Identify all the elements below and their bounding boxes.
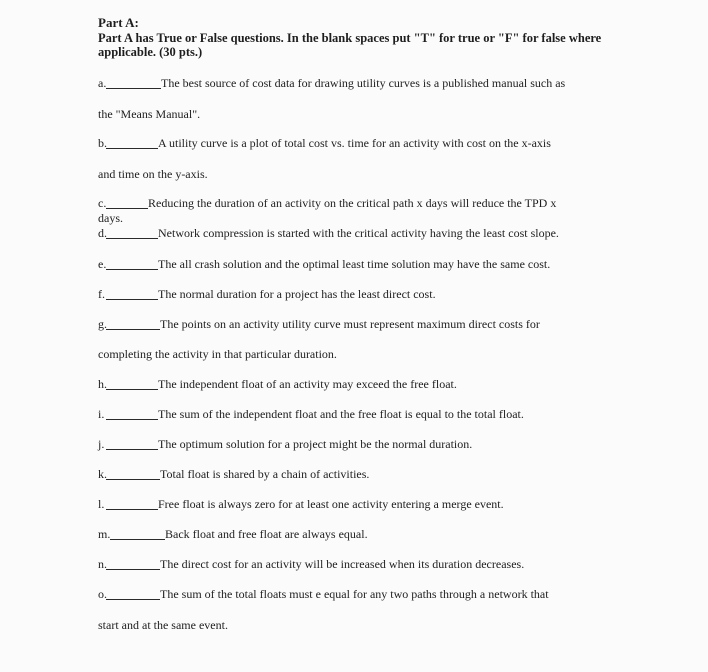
answer-blank[interactable] — [106, 299, 158, 300]
question-letter: l. — [98, 497, 105, 511]
part-title: Part A: — [98, 15, 139, 30]
question-letter: e. — [98, 257, 107, 271]
answer-blank[interactable] — [110, 539, 165, 540]
question-text: The direct cost for an activity will be increased when its duration decreases. — [160, 557, 525, 571]
question-letter: g. — [98, 317, 107, 331]
question-g-continuation: completing the activity in that particular duration. — [98, 347, 337, 361]
answer-blank[interactable] — [106, 329, 160, 330]
question-letter: d. — [98, 226, 107, 240]
question-b-continuation: and time on the y-axis. — [98, 167, 208, 181]
answer-blank[interactable] — [106, 479, 160, 480]
answer-blank[interactable] — [106, 269, 158, 270]
question-letter: c. — [98, 196, 107, 210]
question-text: The best source of cost data for drawing utility curves is a published manual such as — [161, 76, 566, 90]
question-text: The independent float of an activity may exceed the free float. — [158, 377, 457, 391]
question-text: The points on an activity utility curve must represent maximum direct costs for — [160, 317, 540, 331]
answer-blank[interactable] — [106, 569, 160, 570]
question-text: Total float is shared by a chain of activities. — [160, 467, 370, 481]
question-a-continuation: the "Means Manual". — [98, 107, 201, 121]
question-letter: k. — [98, 467, 107, 481]
question-text: Reducing the duration of an activity on the critical path x days will reduce the TPD x — [148, 196, 557, 210]
answer-blank[interactable] — [106, 509, 158, 510]
question-letter: i. — [98, 407, 105, 421]
question-letter: a. — [98, 76, 107, 90]
answer-blank[interactable] — [106, 389, 158, 390]
question-text: The sum of the independent float and the free float is equal to the total float. — [158, 407, 524, 421]
question-letter: j. — [98, 437, 105, 451]
question-text: Free float is always zero for at least one activity entering a merge event. — [158, 497, 504, 511]
answer-blank[interactable] — [106, 419, 158, 420]
question-letter: m. — [98, 527, 111, 541]
part-a-header — [98, 16, 658, 60]
question-c-continuation: days. — [98, 211, 123, 225]
question-letter: b. — [98, 136, 107, 150]
answer-blank[interactable] — [106, 449, 158, 450]
question-letter: f. — [98, 287, 105, 301]
question-letter: n. — [98, 557, 107, 571]
answer-blank[interactable] — [106, 238, 158, 239]
answer-blank[interactable] — [106, 599, 160, 600]
question-text: A utility curve is a plot of total cost vs. time for an activity with cost on the x-axis — [158, 136, 551, 150]
question-o-continuation: start and at the same event. — [98, 618, 228, 632]
answer-blank[interactable] — [106, 208, 148, 209]
question-text: The normal duration for a project has the least direct cost. — [158, 287, 436, 301]
question-text: The optimum solution for a project might be the normal duration. — [158, 437, 473, 451]
instructions: Part A has True or False questions. In the blank spaces put "T" for true or "F" for false where applicable. (30 pts.) — [98, 30, 602, 59]
question-letter: h. — [98, 377, 107, 391]
question-text: The all crash solution and the optimal least time solution may have the same cost. — [158, 257, 551, 271]
question-text: Back float and free float are always equal. — [165, 527, 368, 541]
question-letter: o. — [98, 587, 107, 601]
answer-blank[interactable] — [106, 148, 158, 149]
question-text: Network compression is started with the critical activity having the least cost slope. — [158, 226, 559, 240]
answer-blank[interactable] — [106, 88, 161, 89]
question-text: The sum of the total floats must e equal for any two paths through a network that — [160, 587, 549, 601]
